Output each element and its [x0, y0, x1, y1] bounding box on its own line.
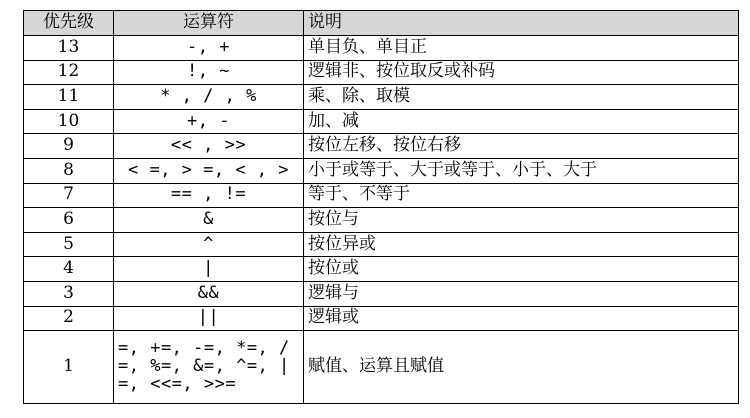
table-row [24, 134, 739, 159]
description-cell: 赋值、运算且赋值 [304, 331, 739, 404]
operator-cell: +, - [114, 109, 304, 134]
priority-cell: 5 [24, 232, 114, 257]
priority-cell: 3 [24, 281, 114, 306]
description-cell: 逻辑非、按位取反或补码 [304, 60, 739, 85]
table-row [24, 331, 739, 404]
table-row [24, 109, 739, 134]
description-cell: 等于、不等于 [304, 183, 739, 208]
header-operator: 运算符 [114, 11, 304, 36]
operator-cell: & [114, 208, 304, 233]
priority-cell: 2 [24, 306, 114, 331]
operator-cell: * , / , % [114, 85, 304, 110]
operator-cell: == , != [114, 183, 304, 208]
priority-cell: 7 [24, 183, 114, 208]
priority-cell: 11 [24, 85, 114, 110]
description-cell: 小于或等于、大于或等于、小于、大于 [304, 158, 739, 183]
priority-cell: 4 [24, 257, 114, 282]
priority-cell: 10 [24, 109, 114, 134]
description-cell: 按位与 [304, 208, 739, 233]
operator-cell: < =, > =, < , > [114, 158, 304, 183]
priority-cell: 1 [24, 331, 114, 404]
header-description: 说明 [304, 11, 739, 36]
table-row [24, 183, 739, 208]
table-row [24, 257, 739, 282]
operator-cell: -, + [114, 36, 304, 61]
table-row [24, 281, 739, 306]
description-cell: 乘、除、取模 [304, 85, 739, 110]
description-cell: 按位左移、按位右移 [304, 134, 739, 159]
priority-cell: 13 [24, 36, 114, 61]
description-cell: 逻辑与 [304, 281, 739, 306]
table-row [24, 208, 739, 233]
priority-cell: 8 [24, 158, 114, 183]
operator-cell: << , >> [114, 134, 304, 159]
header-priority: 优先级 [24, 11, 114, 36]
operator-cell: | [114, 257, 304, 282]
table-row [24, 158, 739, 183]
table-row [24, 232, 739, 257]
table-row [24, 306, 739, 331]
description-cell: 逻辑或 [304, 306, 739, 331]
priority-cell: 6 [24, 208, 114, 233]
priority-cell: 12 [24, 60, 114, 85]
operator-cell: && [114, 281, 304, 306]
operator-cell: ^ [114, 232, 304, 257]
priority-cell: 9 [24, 134, 114, 159]
operator-precedence-table [23, 10, 739, 404]
table-row [24, 60, 739, 85]
description-cell: 按位异或 [304, 232, 739, 257]
description-cell: 按位或 [304, 257, 739, 282]
table-row [24, 36, 739, 61]
table-row [24, 85, 739, 110]
operator-cell: !, ~ [114, 60, 304, 85]
header-row [24, 11, 739, 36]
description-cell: 加、减 [304, 109, 739, 134]
operator-cell: =, +=, -=, *=, /=, %=, &=, ^=, |=, <<=, >>= [114, 331, 304, 404]
description-cell: 单目负、单目正 [304, 36, 739, 61]
operator-cell: || [114, 306, 304, 331]
